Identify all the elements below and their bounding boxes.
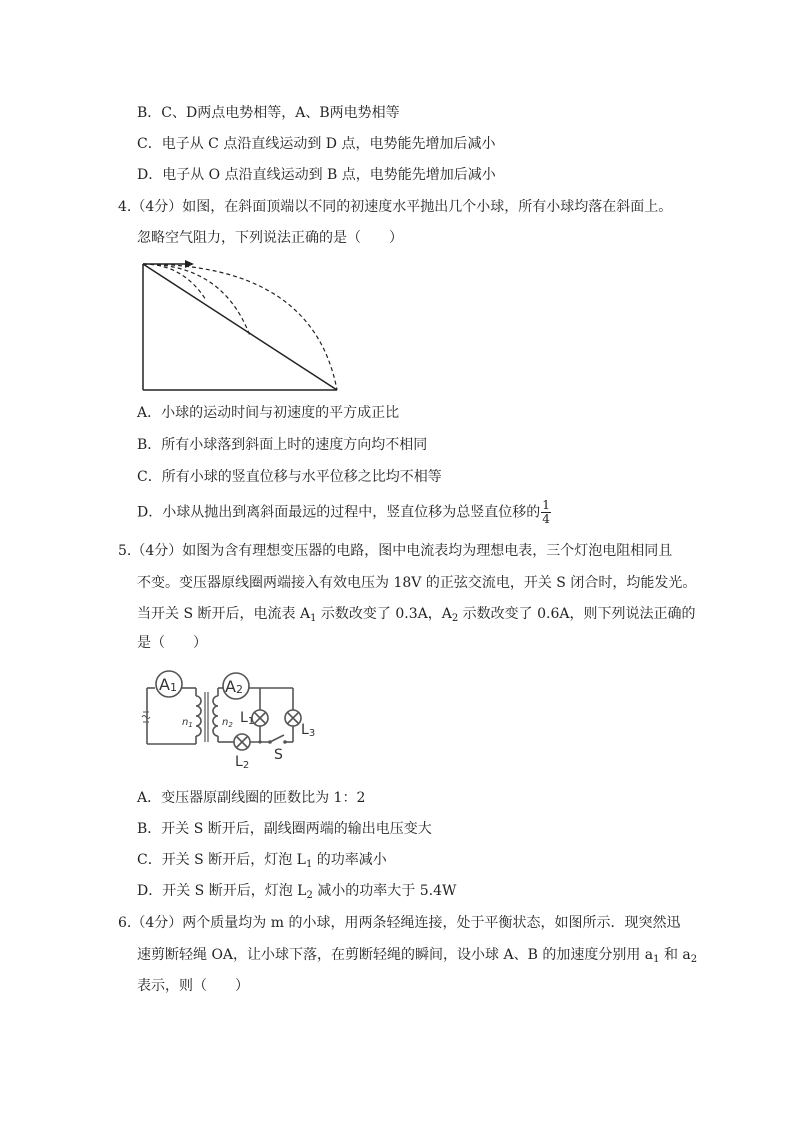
n2-label: $n_2$ bbox=[222, 717, 233, 729]
q6-stem-line3: 表示，则（ ） bbox=[137, 978, 249, 994]
q4-stem-line1: 4.（4分）如图，在斜面顶端以不同的初速度水平抛出几个小球，所有小球均落在斜面上。 bbox=[118, 199, 673, 215]
l1-label: L1 bbox=[240, 710, 255, 727]
q5-stem-line2: 不变。变压器原线圈两端接入有效电压为 18V 的正弦交流电，开关 S 闭合时，均能发光。 bbox=[137, 575, 697, 591]
fraction-one-quarter: $\frac{1}{4}$ bbox=[542, 498, 550, 526]
q4-incline-figure bbox=[138, 256, 343, 396]
q5-stem-line3: 当开关 S 断开后，电流表 $A_1$ 示数改变了 0.3A，$A_2$ 示数改变了 0.6A，则下列说法正确的 bbox=[137, 606, 696, 624]
q4-option-b: B．所有小球落到斜面上时的速度方向均不相同 bbox=[137, 437, 428, 453]
l3-label: L3 bbox=[301, 722, 316, 739]
incline-slope bbox=[143, 264, 337, 390]
primary-coil bbox=[196, 696, 201, 736]
q4-option-a: A．小球的运动时间与初速度的平方成正比 bbox=[137, 405, 400, 421]
a2-label: A2 bbox=[225, 677, 243, 696]
q4-option-c: C．所有小球的竖直位移与水平位移之比均不相等 bbox=[137, 469, 442, 485]
q5-option-c: C．开关 S 断开后，灯泡 $L_1$ 的功率减小 bbox=[137, 852, 387, 870]
s-label: S bbox=[274, 747, 283, 763]
q4-stem-line2: 忽略空气阻力，下列说法正确的是（ ） bbox=[137, 230, 403, 246]
q4-option-d bbox=[137, 499, 551, 526]
q5-circuit-figure bbox=[138, 662, 328, 772]
q5-option-b: B．开关 S 断开后，副线圈两端的输出电压变大 bbox=[137, 821, 432, 837]
secondary-coil bbox=[213, 696, 218, 736]
l2-label: L2 bbox=[235, 754, 250, 771]
q3-option-d: D．电子从 O 点沿直线运动到 B 点，电势能先增加后减小 bbox=[137, 167, 496, 183]
q6-stem-line2: 速剪断轻绳 OA，让小球下落，在剪断轻绳的瞬间，设小球 A、B 的加速度分别用 $a_1$ 和 $a_2$ bbox=[137, 947, 698, 965]
q4-option-d-text: D．小球从抛出到离斜面最远的过程中，竖直位移为总竖直位移的 bbox=[137, 504, 541, 521]
a1-label: A1 bbox=[159, 675, 177, 694]
q5-stem-line4: 是（ ） bbox=[137, 635, 207, 651]
ac-source-symbol bbox=[142, 716, 150, 719]
q5-option-d: D．开关 S 断开后，灯泡 $L_2$ 减小的功率大于 5.4W bbox=[137, 883, 457, 901]
q5-option-a: A．变压器原副线圈的匝数比为 1：2 bbox=[137, 790, 366, 806]
n1-label: $n_1$ bbox=[182, 717, 193, 729]
q5-stem-line1: 5.（4分）如图为含有理想变压器的电路，图中电流表均为理想电表，三个灯泡电阻相同且 bbox=[118, 543, 673, 559]
q6-stem-line1: 6.（4分）两个质量均为 m 的小球，用两条轻绳连接，处于平衡状态，如图所示．现突然迅 bbox=[118, 915, 681, 931]
switch-s bbox=[270, 735, 284, 742]
q3-option-c: C．电子从 C 点沿直线运动到 D 点，电势能先增加后减小 bbox=[137, 136, 496, 152]
q3-option-b: B．C、D两点电势相等，A、B两电势相等 bbox=[137, 105, 400, 121]
